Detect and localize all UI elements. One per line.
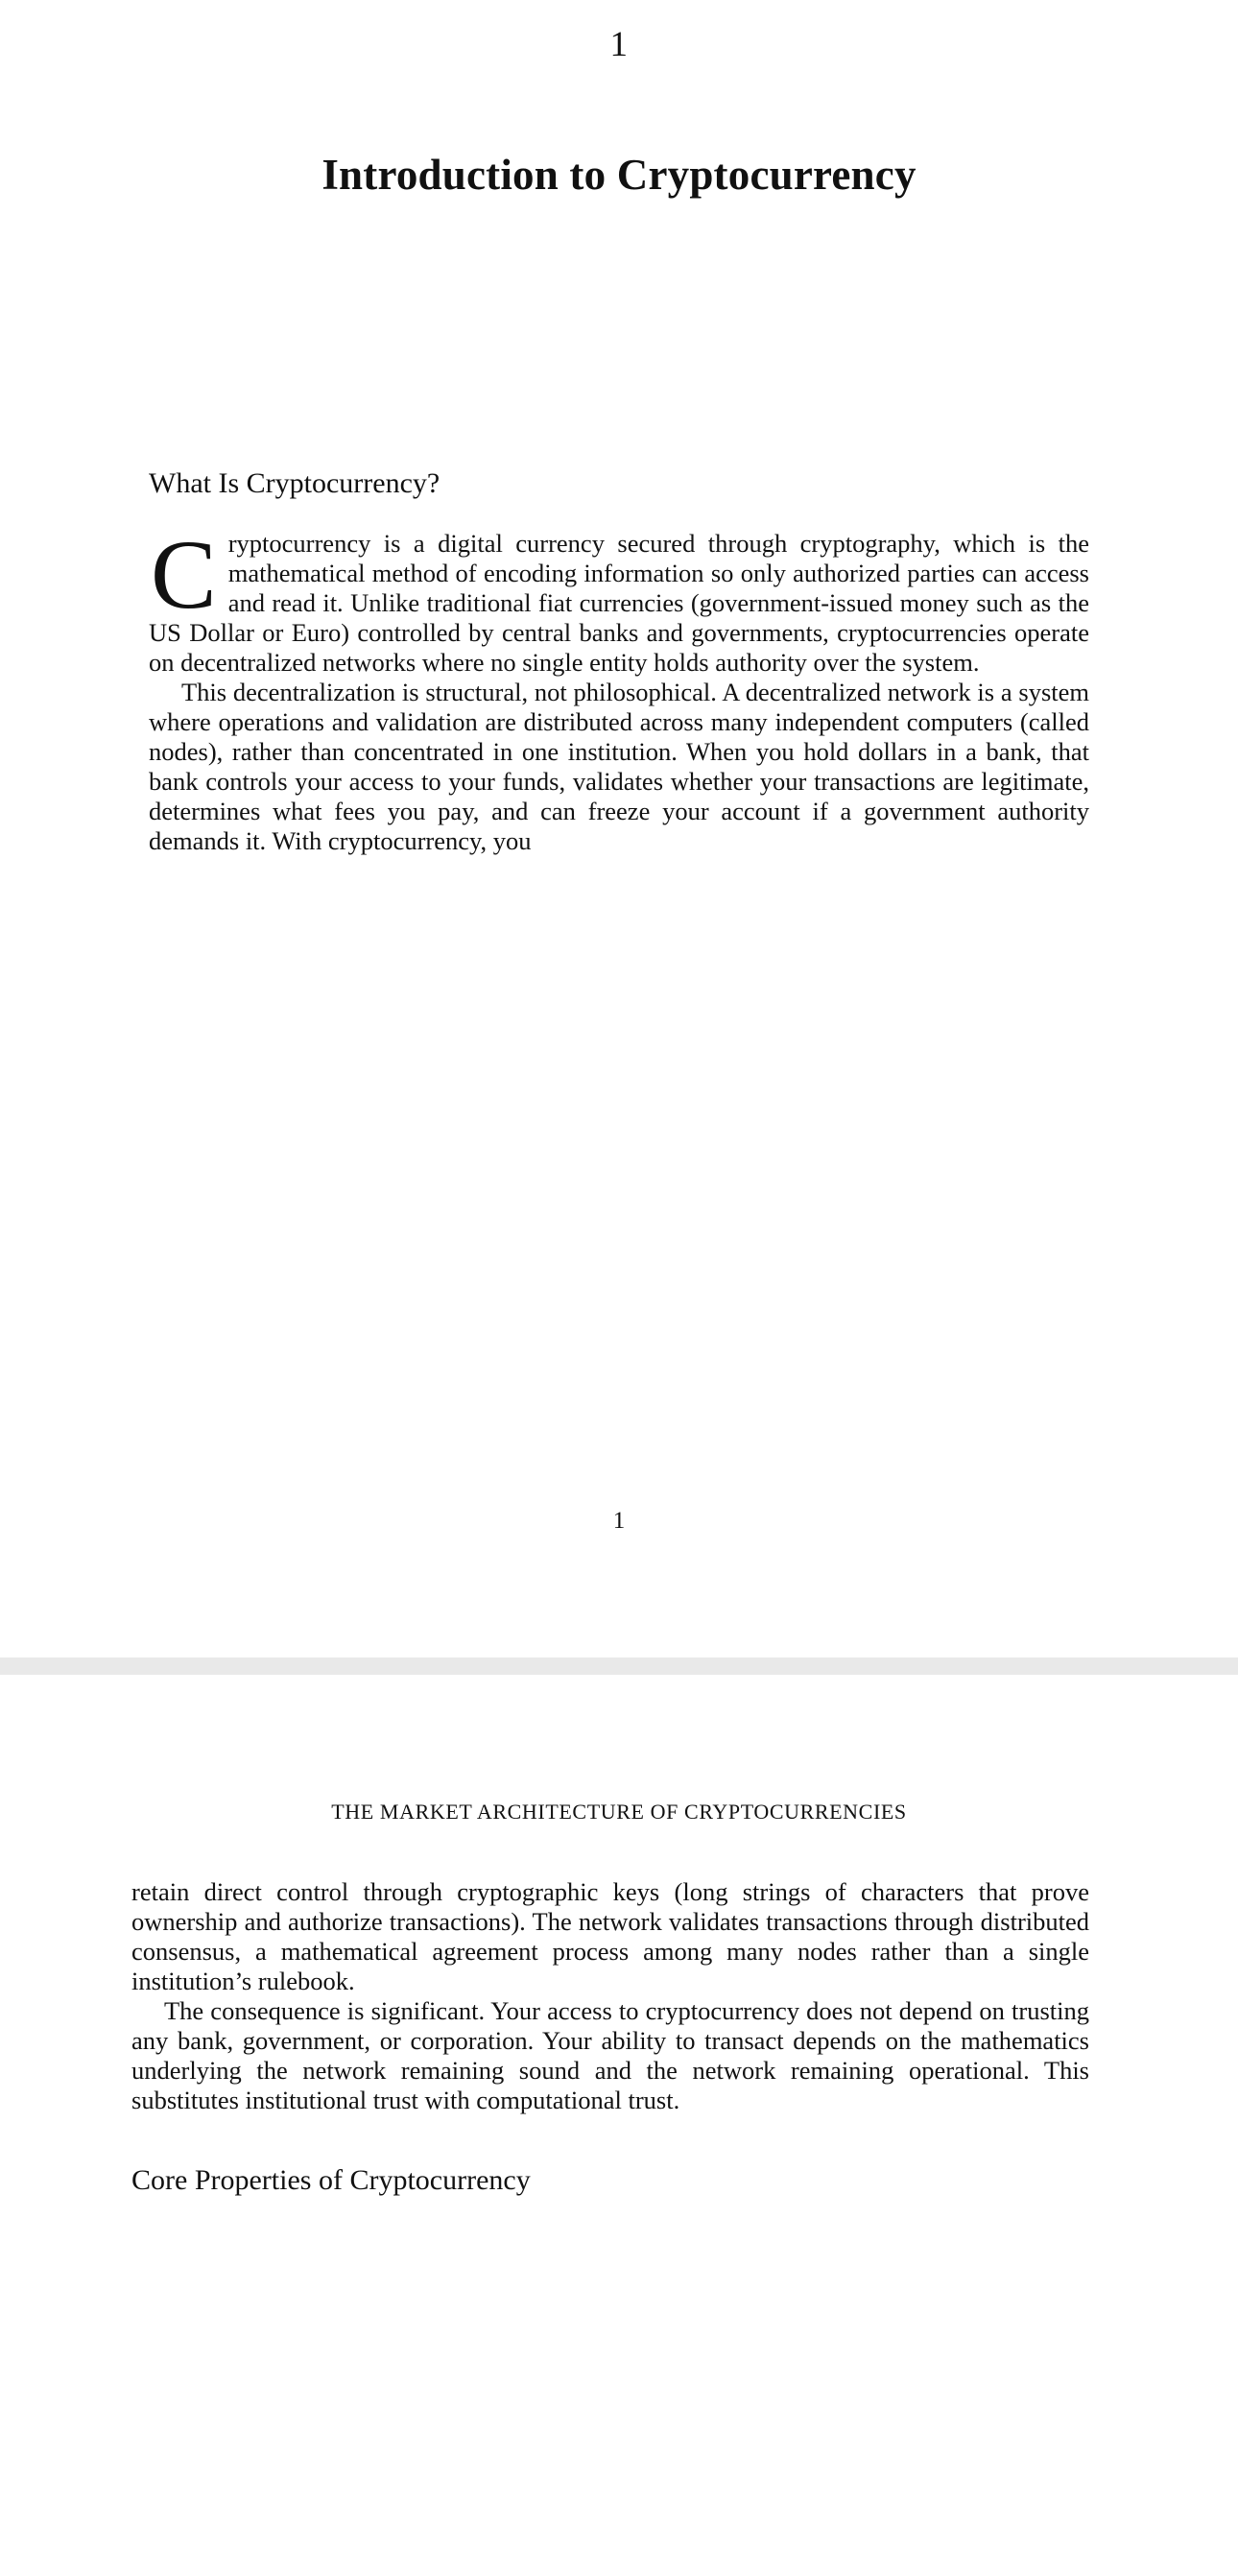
- body-text-column: [149, 520, 1089, 856]
- paragraph-1: [149, 520, 1089, 678]
- paragraph-1-text: ryptocurrency is a digital currency secured through cryptography, which is the mathematical method of encoding information so only authorized parties can access and read it. Unlike traditional fiat currencies (government-issued money such as the US Dollar or Euro) controlled by central banks and governments, cryptocurrencies operate on decentralized networks where no single entity holds authority over the system.: [149, 529, 1089, 678]
- chapter-title: Introduction to Cryptocurrency: [321, 151, 917, 199]
- chapter-number: 1: [609, 25, 629, 64]
- running-head: THE MARKET ARCHITECTURE OF CRYPTOCURRENCIES: [331, 1800, 907, 1824]
- page-1-content: [149, 229, 1089, 856]
- section-heading-core-properties: Core Properties of Cryptocurrency: [131, 2164, 531, 2196]
- section-heading-what-is-cryptocurrency: What Is Cryptocurrency?: [149, 467, 440, 500]
- page-separator: [0, 1658, 1238, 1675]
- page-number-footer: 1: [612, 1508, 626, 1534]
- paragraph-2: This decentralization is structural, not philosophical. A decentralized network is a system where operations and validation are distributed across many independent computers (called nodes), rather than concentrated in one institution. When you hold dollars in a bank, that bank controls your access to your funds, validates whether your transactions are legitimate, determines what fees you pay, and can freeze your account if a government authority demands it. With cryptocurrency, you: [149, 678, 1089, 856]
- body-text-column: [131, 1877, 1089, 2115]
- paragraph-1: retain direct control through cryptographic keys (long strings of characters that prove ownership and authorize transactions). The network validates transactions through distributed consensus, a mathematical agreement process among many nodes rather than a single institution’s rulebook.: [131, 1877, 1089, 1995]
- page-2-content: [131, 1825, 1089, 2237]
- paragraph-2: The consequence is significant. Your access to cryptocurrency does not depend on trusting any bank, government, or corporation. Your ability to transact depends on the mathematics underlying the network remaining sound and the network remaining operational. This substitutes institutional trust with computational trust.: [131, 1996, 1089, 2114]
- page-2: [0, 1675, 1238, 2576]
- drop-cap: C: [151, 520, 217, 631]
